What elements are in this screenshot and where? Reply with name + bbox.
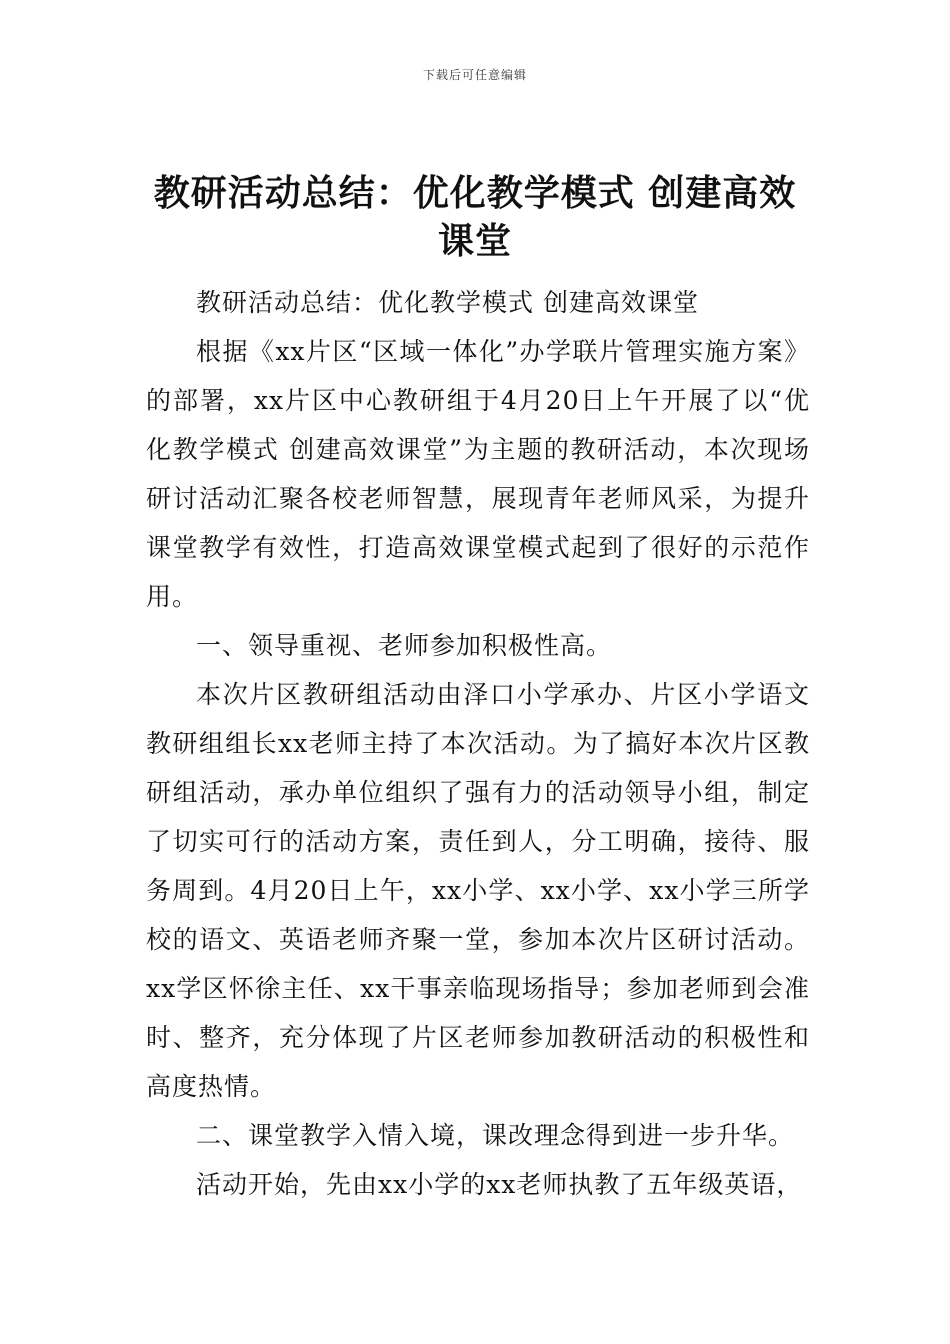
paragraph-section-1: 本次片区教研组活动由泽口小学承办、片区小学语文教研组组长xx老师主持了本次活动。为了搞好本次片区教研组活动，承办单位组织了强有力的活动领导小组，制定了切实可行的活动方案，责任到人，分工明确，接待、服务周到。4月20日上午，xx小学、xx小学、xx小学三所学校的语文、英语老师齐聚一堂，参加本次片区研讨活动。xx学区怀徐主任、xx干事亲临现场指导；参加老师到会准时、整齐，充分体现了片区老师参加教研活动的积极性和高度热情。 xyxy=(146,680,810,1101)
document-body xyxy=(146,278,810,1209)
paragraph-section-2: 活动开始，先由xx小学的xx老师执教了五年级英语， xyxy=(196,1170,803,1199)
section-heading-2: 二、课堂教学入情入境，课改理念得到进一步升华。 xyxy=(196,1121,795,1150)
paragraph-intro: 根据《xx片区“区域一体化”办学联片管理实施方案》的部署，xx片区中心教研组于4月20日上午开展了以“优化教学模式 创建高效课堂”为主题的教研活动，本次现场研讨活动汇聚各校老师智慧，展现青年老师风采，为提升课堂教学有效性，打造高效课堂模式起到了很好的示范作用。 xyxy=(146,337,810,611)
document-title: 教研活动总结：优化教学模式 创建高效课堂 xyxy=(153,173,797,262)
paragraph-subtitle: 教研活动总结：优化教学模式 创建高效课堂 xyxy=(196,288,699,317)
header-note: 下载后可任意编辑 xyxy=(422,68,527,82)
section-heading-1: 一、领导重视、老师参加积极性高。 xyxy=(196,631,613,660)
